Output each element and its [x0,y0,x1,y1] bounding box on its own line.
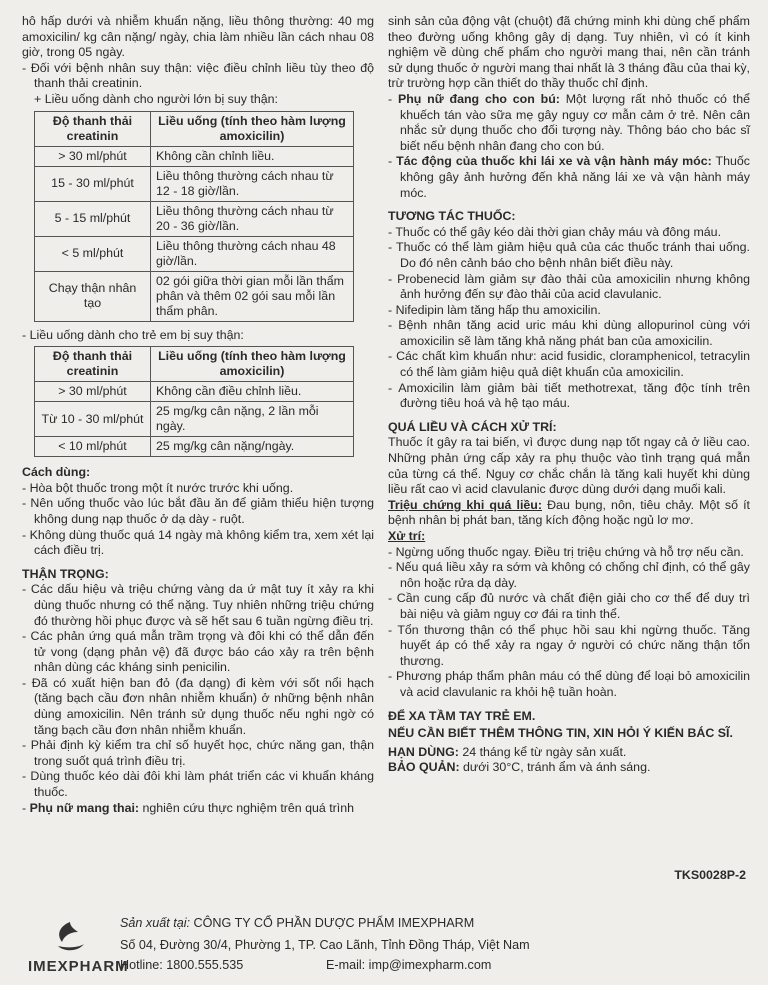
storage-text: dưới 30°C, tránh ẩm và ánh sáng. [459,760,651,775]
table-row [35,271,354,321]
dose-text: hô hấp dưới và nhiễm khuẩn nặng, liều thông thường: 40 mg amoxicilin/ kg cân nặng/ ngày, chia làm nhiều lần cách nhau 08 giờ, trong 05 ngày. [22,14,374,60]
warning-info: NẾU CẦN BIẾT THÊM THÔNG TIN, XIN HỎI Ý KIẾN BÁC SĨ. [388,726,733,741]
pregnancy-continued: sinh sản của động vật (chuột) đã chứng minh khi dùng chế phẩm theo đường uống không gây dị dạng. Tuy nhiên, vì có ít kinh nghiệm về dùng chế phẩm cho người mang thai, nên cần tránh sử dụng thuốc ở người mang thai nhất là 3 tháng đầu của thai kỳ, trừ trường hợp cần thiết do thầy thuốc chỉ định. [388,14,750,91]
expiry-line [388,745,750,761]
usage-item: - Nên uống thuốc vào lúc bắt đầu ăn để giảm thiểu hiện tượng không dung nạp thuốc ở dạ dày - ruột. [22,496,374,527]
breastfeeding-label: Phụ nữ đang cho con bú: [397,91,560,106]
cell-dose: 25 mg/kg cân nặng, 2 lần mỗi ngày. [151,402,354,437]
col-header-clearance: Độ thanh thải creatinin [35,347,151,382]
precaution-item: - Các phản ứng quá mẫn trầm trọng và đôi khi có thể dẫn đến tử vong (dạng phản vệ) đã được báo cáo xảy ra trên bệnh nhân dùng các kháng sinh penicilin. [22,629,374,676]
expiry-text: 24 tháng kể từ ngày sản xuất. [458,744,627,759]
precautions-heading: THẬN TRỌNG: [22,566,109,581]
interactions-heading: TƯƠNG TÁC THUỐC: [388,209,516,224]
document-code: TKS0028P-2 [674,868,746,882]
logo-icon [50,920,90,954]
cell-dose: Liều thông thường cách nhau từ 12 - 18 giờ/lần. [151,166,354,201]
cell-clearance: < 10 ml/phút [35,437,151,457]
precaution-item: - Phải định kỳ kiểm tra chỉ số huyết học, chức năng gan, thận trong suốt quá trình điều trị. [22,738,374,769]
driving-item [388,154,750,201]
breastfeeding-text: Một lượng rất nhỏ thuốc có thể khuếch tán vào sữa mẹ gây nguy cơ mẫn cảm ở trẻ. Nên cân nhắc sử dụng thuốc cho đối tượng này. Thông báo cho bác sĩ biết nếu bệnh nhân đang cho con bú. [400,91,750,153]
table-row [35,166,354,201]
cell-clearance: 5 - 15 ml/phút [35,201,151,236]
interaction-item: - Thuốc có thể làm giảm hiệu quả của các thuốc tránh thai uống. Do đó nên cảnh báo cho bệnh nhân biết điều này. [388,240,750,271]
pregnancy-item [22,801,374,817]
child-renal-heading: - Liều uống dành cho trẻ em bị suy thận: [22,328,374,344]
logo-text: IMEXPHARM [28,957,129,975]
cell-dose: 02 gói giữa thời gian mỗi lần thẩm phân và thêm 02 gói sau mỗi lần thẩm phân. [151,271,354,321]
storage-line [388,760,750,776]
pregnancy-text: nghiên cứu thực nghiệm trên quá trình [139,800,355,815]
company-logo [28,920,129,975]
symptoms-text: Đau bụng, nôn, tiêu chảy. Một số ít bệnh nhân bị phát ban, tăng kích động hoặc ngủ lơ mơ. [388,497,750,528]
cell-clearance: < 5 ml/phút [35,236,151,271]
email: E-mail: imp@imexpharm.com [326,958,492,972]
storage-label: BẢO QUẢN: [388,760,460,775]
treatment-item: - Cần cung cấp đủ nước và chất điện giải cho cơ thể để duy trì bài niệu và giảm nguy cơ đái ra tinh thể. [388,591,750,622]
interaction-item: - Amoxicilin làm giảm bài tiết methotrexat, tăng độc tính trên đường tiêu hoá và hệ tạo máu. [388,381,750,412]
cell-dose: Liều thông thường cách nhau 48 giờ/lần. [151,236,354,271]
cell-dose: 25 mg/kg cân nặng/ngày. [151,437,354,457]
table-row [35,382,354,402]
treatment-label: Xử trí: [388,529,426,543]
precaution-item: - Các dấu hiệu và triệu chứng vàng da ứ mật tuy ít xảy ra khi dùng thuốc nhưng có thể nặng. Tuy nhiên những triệu chứng đó thường hồi phục được và sẽ hết sau 6 tuần ngừng điều trị. [22,582,374,629]
renal-note: - Đối với bệnh nhân suy thận: việc điều chỉnh liều tùy theo độ thanh thải creatinin. [22,61,374,92]
cell-dose: Không cần điều chỉnh liều. [151,382,354,402]
breastfeeding-item [388,92,750,154]
table-row [35,201,354,236]
hotline: Hotline: 1800.555.535 [120,958,244,972]
interaction-item: - Các chất kìm khuẩn như: acid fusidic, cloramphenicol, tetracylin có thể làm giảm hiệu quả diệt khuẩn của amoxicilin. [388,349,750,380]
right-column [388,14,750,776]
driving-label: Tác động của thuốc khi lái xe và vận hành máy móc: [396,154,712,169]
expiry-label: HẠN DÙNG: [388,744,459,759]
interaction-item: - Probenecid làm giảm sự đào thải của amoxicilin nhưng không ảnh hưởng đến sự đào thải của acid clavulanic. [388,272,750,303]
overdose-symptoms [388,498,750,529]
cell-dose: Liều thông thường cách nhau từ 20 - 36 giờ/lần. [151,201,354,236]
warning-children: ĐỂ XA TẦM TAY TRẺ EM. [388,708,536,723]
manufacturer-line [120,916,474,932]
manufacturer-label: Sản xuất tại: [120,916,191,930]
usage-heading: Cách dùng: [22,465,91,480]
precaution-item: - Dùng thuốc kéo dài đôi khi làm phát triển các vi khuẩn kháng thuốc. [22,769,374,800]
adult-renal-heading: + Liều uống dành cho người lớn bị suy thận: [22,92,374,108]
col-header-clearance: Độ thanh thải creatinin [35,111,151,146]
usage-item: - Hòa bột thuốc trong một ít nước trước khi uống. [22,481,374,497]
treatment-item: - Phương pháp thẩm phân máu có thể dùng để loại bỏ amoxicilin và acid clavulanic ra khỏi hệ tuần hoàn. [388,669,750,700]
overdose-heading: QUÁ LIỀU VÀ CÁCH XỬ TRÍ: [388,419,557,434]
table-row [35,437,354,457]
cell-clearance: 15 - 30 ml/phút [35,166,151,201]
cell-clearance: > 30 ml/phút [35,146,151,166]
interaction-item: - Nifedipin làm tăng hấp thu amoxicilin. [388,303,750,319]
precaution-item: - Đã có xuất hiện ban đỏ (đa dạng) đi kèm với sốt nổi hạch (tăng bạch cầu đơn nhân nhiễm khuẩn) ở những bệnh nhân dùng amoxicilin. Nên tránh sử dụng thuốc nếu nghi ngờ có tăng bạch cầu đơn nhân nhiễm khuẩn. [22,676,374,738]
interaction-item: - Bệnh nhân tăng acid uric máu khi dùng allopurinol cùng với amoxicilin sẽ làm tăng khả năng phát ban của amoxicilin. [388,318,750,349]
pregnancy-label: Phụ nữ mang thai: [29,800,140,815]
usage-item: - Không dùng thuốc quá 14 ngày mà không kiểm tra, xem xét lại cách điều trị. [22,528,374,559]
treatment-heading [388,529,750,545]
company-name: CÔNG TY CỔ PHẦN DƯỢC PHẨM IMEXPHARM [193,916,475,930]
overdose-text: Thuốc ít gây ra tai biến, vì được dung nạp tốt ngay cả ở liều cao. Những phản ứng cấp xảy ra phụ thuộc vào tình trạng quá mẫn của từng cá thể. Nguy cơ chắc chắn là tăng kali huyết khi dùng liều rất cao vì acid clavulanic được dùng dưới dạng muối kali. [388,435,750,497]
cell-clearance: Từ 10 - 30 ml/phút [35,402,151,437]
table-row [35,146,354,166]
symptoms-label: Triệu chứng khi quá liều: [388,497,542,512]
left-column [22,14,374,816]
driving-text: Thuốc không gây ảnh hưởng đến khả năng lái xe và vận hành máy móc. [400,154,750,200]
col-header-dose: Liều uống (tính theo hàm lượng amoxicilin) [151,111,354,146]
address: Số 04, Đường 30/4, Phường 1, TP. Cao Lãnh, Tỉnh Đồng Tháp, Việt Nam [120,938,530,952]
cell-clearance: Chạy thận nhân tạo [35,271,151,321]
interaction-item: - Thuốc có thể gây kéo dài thời gian chảy máu và đông máu. [388,225,750,241]
table-row [35,236,354,271]
cell-clearance: > 30 ml/phút [35,382,151,402]
table-row [35,402,354,437]
treatment-item: - Tổn thương thận có thể phục hồi sau khi ngừng thuốc. Tăng huyết áp có thể xảy ra ngay ở người có chức năng thận tổn thương. [388,623,750,670]
adult-renal-table [34,111,354,322]
col-header-dose: Liều uống (tính theo hàm lượng amoxicilin) [151,347,354,382]
cell-dose: Không cần chỉnh liều. [151,146,354,166]
treatment-item: - Ngừng uống thuốc ngay. Điều trị triệu chứng và hỗ trợ nếu cần. [388,545,750,561]
footer [0,908,768,985]
child-renal-table [34,346,354,457]
treatment-item: - Nếu quá liều xảy ra sớm và không có chống chỉ định, có thể gây nôn hoặc rửa dạ dày. [388,560,750,591]
